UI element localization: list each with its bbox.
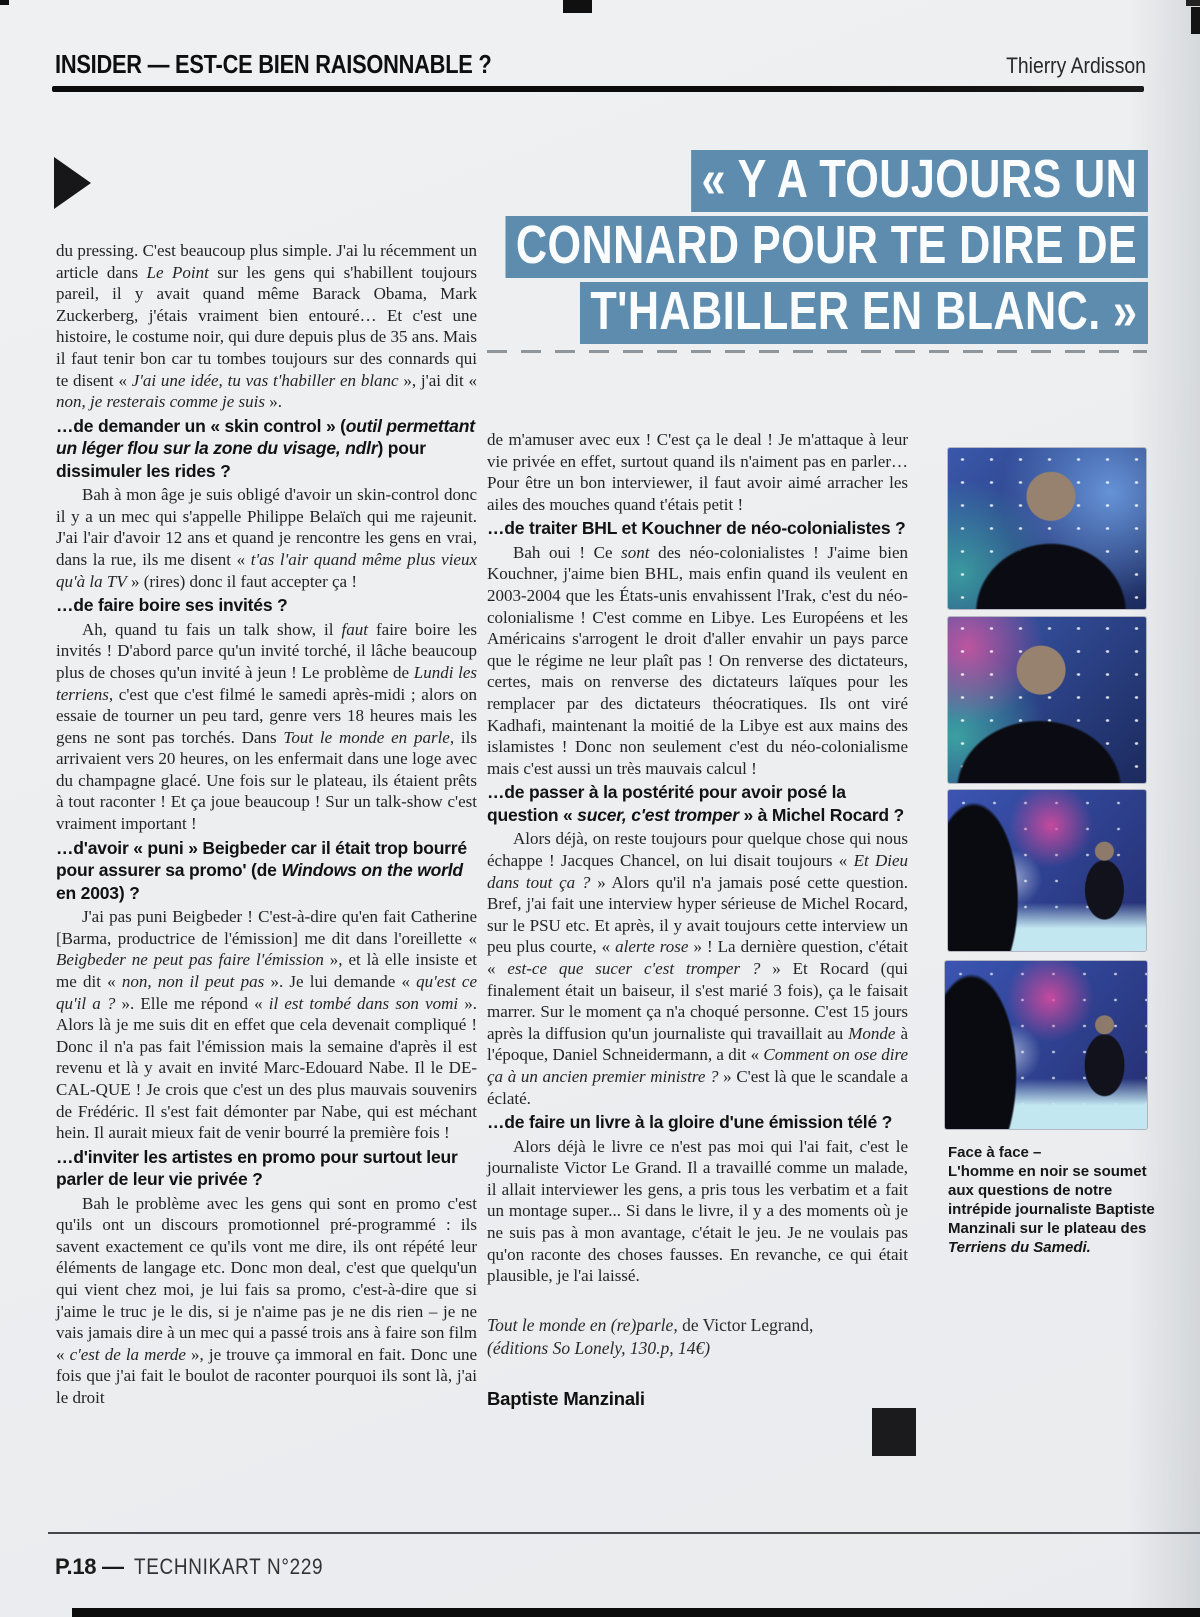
pull-quote-text: T'HABILLER EN BLANC. » [590,281,1138,341]
article-paragraph [487,1136,908,1287]
text-run: Alors déjà le livre ce n'est pas moi qui l'ai fait, c'est le journaliste Victor Le Grand. Il a travaillé comme un malade, il allait interviewer les gens, a pris tous les verbatim et a fait un montage super... Si dans le livre, il y a des moments où je ne suis pas à mon avantage, c'était le jeu. Je ne voulais pas qu'on raconte des choses fausses. En revanche, ce qui était plausible, je l'ai laissé. [487,1136,908,1286]
text-run: alerte rose [615,937,689,957]
text-run: » ! La dernière question, c'était « [487,937,908,978]
scan-artifact [1186,0,1200,6]
pull-quote-line [691,150,1148,212]
text-run: faire boire les invités ! D'abord parce qu'un invité torché, il lâche beaucoup plus de choses qu'un invité à jeun ! Le problème de [56,619,477,682]
text-run: Alors déjà, on reste toujours pour quelque chose qui nous échappe ! Jacques Chancel, on lui disait toujours « [487,829,908,870]
interview-question [487,1111,908,1134]
text-run: sont [621,542,650,562]
interview-question [487,781,908,826]
text-run: ». Elle me répond « [115,993,269,1013]
text-run: de m'amuser avec eux ! C'est ça le deal ! Je m'attaque à leur vie privée en effet, surtout quand ils n'aiment pas en parler… Pour être un bon interviewer, il faut avoir aimé arracher les ailes des mouches quand t'étais petit ! [487,430,908,514]
article-paragraph [487,828,908,1109]
scan-artifact [563,0,592,13]
end-of-article-square [872,1408,916,1456]
text-run: sucer, c'est tromper [577,804,739,825]
article-paragraph [487,542,908,780]
text-run: non, je resterais comme je suis [56,392,266,412]
pull-quote-line [580,282,1148,344]
pull-quote-text: « Y A TOUJOURS UN [701,149,1138,209]
text-run: ». Je lui demande « [264,971,417,991]
text-run: Baptiste Manzinali [487,1387,645,1409]
section-title: INSIDER — EST-CE BIEN RAISONNABLE ? [55,49,492,79]
text-run: » Et Rocard (qui finalement était un baiseur, il s'est marié 3 fois), ça le faisait marrer. Sur le moment ça n'a choqué personne. C'est 15 jours après la diffusion qu'un journaliste qui travaillait au [487,958,908,1043]
text-run: J'ai pas puni Beigbeder ! C'est-à-dire qu'en fait Catherine [Barma, productrice de l'émission] me dit dans l'oreillette « [56,907,477,948]
text-run: , c'est que c'est filmé le samedi après-midi ; alors on essaie de tourner un peu tard, genre vers 18 heures mais les gens ne sont pas torchés. Dans [56,684,477,747]
interview-question [56,837,477,905]
text-run: des néo-colonialistes ! J'aime bien Kouchner, j'aime bien BHL, mais enfin quand ils veulent en 2003-2004 que les États-unis envahissent l'Irak, c'est du néo-colonialisme ! C'est comme en Libye. Les Européens et les Américains s'arrogent le droit d'aller envahir un pays parce que le régime ne leur plaît pas ! On renverse des dictateurs, certes, mais on renverse des dictateurs laïques pour les remplacer par des dictateurs théocratiques. Ils ont viré Kadhafi, maintenant la moitié de la Libye est aux mains des islamistes ! Donc non seulement c'est du néo-colonialisme mais c'est aussi un très mauvais calcul ! [487,542,909,778]
tv-still-1 [948,448,1146,609]
magazine-name: TECHNIKART N°229 [133,1554,324,1579]
tv-still-3 [948,790,1146,951]
text-run: …de faire un livre à la gloire d'une émission télé ? [487,1112,893,1133]
text-run: L'homme en noir se soumet aux questions de notre intrépide journaliste Baptiste Manzinali sur le plateau des [948,1163,1155,1237]
text-run: Terriens du Samedi. [948,1239,1091,1256]
text-run: qu'est ce qu'il a ? [56,971,477,1013]
text-run: sur les gens qui s'habillent toujours pareil, il y avait quand même Barack Obama, Mark Zuckerberg, j'étais vraiment bien entouré… Et c'est une histoire, le costume noir, qui dure depuis plus de 35 ans. Mais il faut tenir bon car tu tombes toujours sur des connards qui te disent « [56,262,477,390]
text-run: , ils arrivaient vers 20 heures, on les enfermait dans une loge avec du champagne glacé. Une fois sur le plateau, ils étaient prêts à tout raconter ! Et ça joue beaucoup ! Sur un talk-show c'est vraiment important ! [56,727,477,834]
text-run: …de passer à la postérité pour avoir posé la question « [487,782,846,825]
article-paragraph [948,1143,1156,1257]
text-run: Le Point [146,262,209,282]
text-run: » C'est là que le scandale a éclaté. [487,1066,908,1108]
text-run: …de demander un « skin control » ( [56,415,346,436]
text-run: Tout le monde en (re)parle, [487,1314,678,1335]
text-run: du pressing. C'est beaucoup plus simple. J'ai lu récemment un article dans [56,241,477,282]
article-paragraph [56,240,477,413]
book-credit [487,1314,908,1360]
scan-artifact [1191,7,1200,34]
text-run: » à Michel Rocard ? [738,804,905,825]
tv-still-4 [945,961,1147,1129]
interviewee-name: Thierry Ardisson [1006,53,1146,78]
photo-caption [948,1143,1156,1257]
article-paragraph [56,619,477,835]
text-run: Beigbeder ne peut pas faire l'émission [56,950,324,970]
article-paragraph [56,906,477,1144]
text-run: ». [265,392,283,412]
text-run: (éditions So Lonely, 130.p, 14€) [487,1337,711,1358]
text-run: t'as l'air quand même plus vieux qu'à la TV [56,550,478,591]
text-run: », je trouve ça immoral en fait. Donc une fois que j'ai fait le boulot de raconter pourquoi ils sont là, j'ai le droit [56,1344,478,1408]
text-run: Ah, quand tu fais un talk show, il [82,619,342,639]
article-left-column [56,240,477,1409]
text-run: » (rires) donc il faut accepter ça ! [126,571,358,591]
text-run: …de faire boire ses invités ? [56,595,288,616]
text-run: Face à face – [948,1144,1042,1161]
interview-question [487,517,908,540]
page-number: P.18 — [55,1554,124,1579]
text-run: …de traiter BHL et Kouchner de néo-colonialistes ? [487,518,906,539]
text-run: outil permettant un léger flou sur la zone du visage, ndlr [56,415,475,459]
interview-question [56,1146,477,1191]
pull-quote-text: CONNARD POUR TE DIRE DE [516,215,1138,275]
text-run: à l'époque, Daniel Schneidermann, a dit « [487,1023,908,1065]
text-run: c'est de la merde [69,1344,186,1364]
text-run: faut [341,619,368,639]
interview-question [56,594,477,617]
text-run: Monde [848,1023,896,1043]
text-run: Comment on ose dire ça à un ancien premier ministre ? [487,1045,908,1086]
scan-artifact [72,1608,1200,1617]
text-run: Et Dieu dans tout ça ? [487,851,908,892]
text-run: de Victor Legrand, [677,1314,814,1335]
text-run: J'ai une idée, tu vas t'habiller en blanc [131,370,399,390]
text-run: » Alors qu'il n'a jamais posé cette question. Bref, j'ai fait une interview hyper sérieuse de Michel Rocard, sur le PSU etc. Et après, il y avait toujours cette interview un peu plus courte, « [487,872,909,957]
text-run: ) pour dissimuler les rides ? [56,438,426,481]
article-paragraph [56,1193,477,1409]
text-run: Windows on the world [281,860,463,881]
text-run: », j'ai dit « [398,370,477,390]
pull-quote-line [506,216,1148,278]
text-run: en 2003) ? [56,882,140,903]
text-run: Bah oui ! Ce [513,542,622,562]
text-run: non, non il peut pas [121,971,265,991]
text-run: ». Alors là je me suis dit en effet que cela devenait compliqué ! Donc il n'a pas fait l'émission mais la semaine d'après il est revenu et là y avait en invité Marc-Edouard Nabe. Il le DE-CAL-QUE ! Je crois que c'est un des plus mauvais souvenirs de Frédéric. Il s'est fait démonter par Nabe, qui est méchant hein. Il aurait mieux fait de venir bourré la première fois ! [56,993,477,1143]
text-run: …d'avoir « puni » Beigbeder car il était trop bourré pour assurer sa promo' (de [56,837,467,881]
text-run: est-ce que sucer c'est tromper ? [507,958,761,978]
text-run: Bah le problème avec les gens qui sont en promo c'est qu'ils ont un discours promotionnel pré-programmé : ils savent exactement ce qu'ils vont me dire, ils ont répété leur éléments de langage etc. Donc mon deal, c'est que quelqu'un qui vient chez moi, je lui fais sa promo, c'est-à-dire que si j'aime le truc je le dis, si je n'aime pas je ne dis rien – je ne vais jamais dire à un mec qui a passé trois ans à faire son film « [56,1193,477,1364]
text-run: Bah à mon âge je suis obligé d'avoir un skin-control donc il y a un mec qui s'appelle Philippe Belaïch qui me rajeunit. J'ai l'air d'avoir 12 ans et quand je rencontre les gens en vrai, dans la rue, ils me disent « [56,485,477,570]
article-right-column [487,429,908,1409]
dashed-divider [487,350,1147,353]
scan-artifact [0,0,9,5]
text-run: Tout le monde en parle [283,727,450,747]
article-paragraph [56,484,477,592]
text-run: », et là elle insiste et me dit « [56,950,478,991]
footer-rule [48,1532,1200,1534]
tv-still-2 [948,617,1146,783]
interview-question [56,415,477,483]
text-run: …d'inviter les artistes en promo pour surtout leur parler de leur vie privée ? [56,1146,458,1190]
text-run: Lundi les terriens [56,662,478,704]
text-run: il est tombé dans son vomi [268,993,459,1013]
author-byline [487,1388,908,1410]
play-triangle-icon [54,157,91,209]
header-rule [52,86,1144,92]
article-paragraph [487,429,908,515]
page-footer [55,1554,354,1580]
